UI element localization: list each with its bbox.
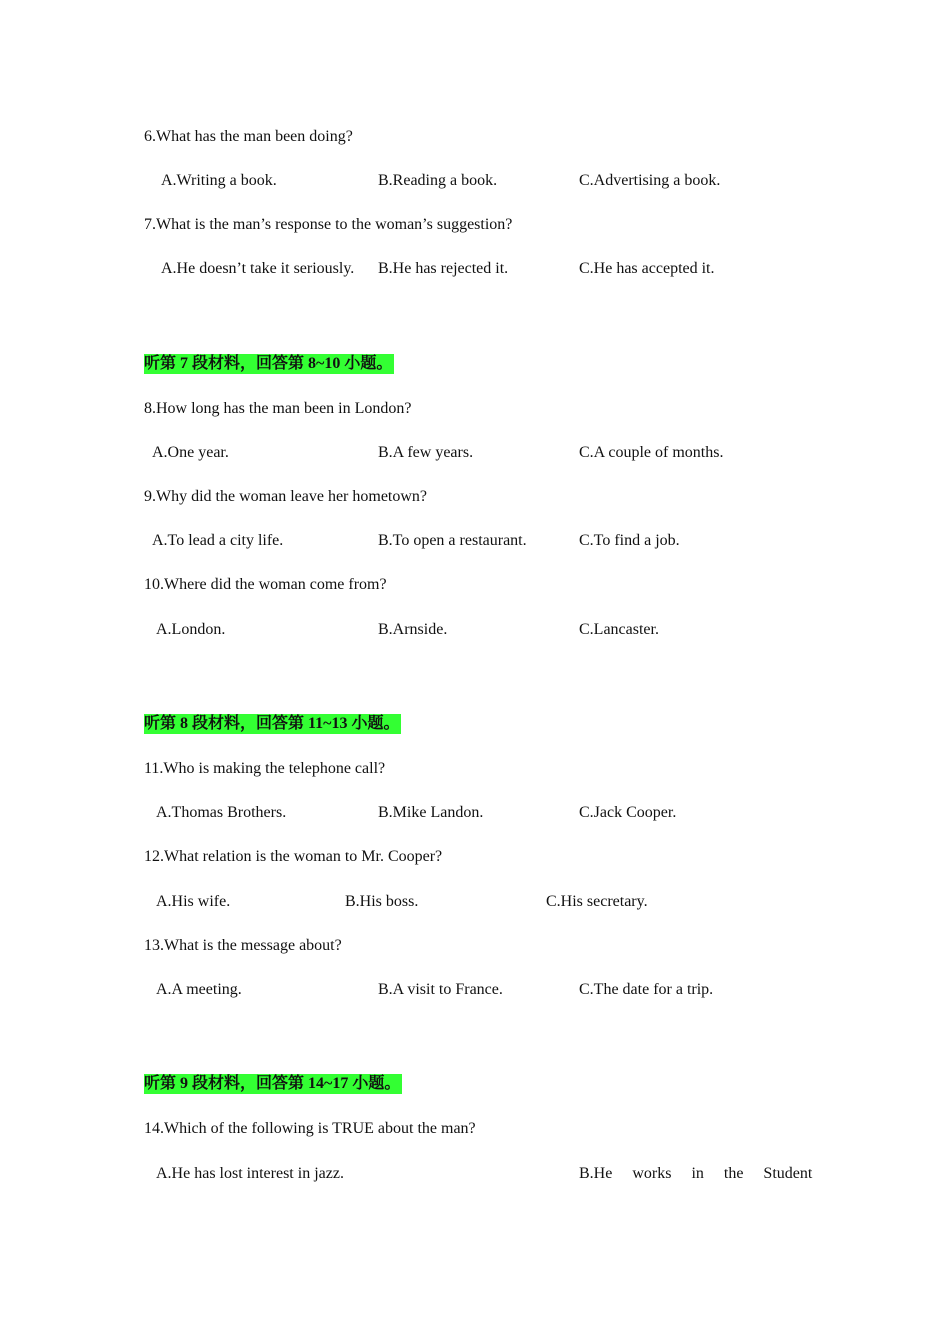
q12-option-c: C.His secretary. bbox=[546, 893, 648, 910]
question-14: 14.Which of the following is TRUE about the man? bbox=[144, 1120, 476, 1137]
question-10: 10.Where did the woman come from? bbox=[144, 576, 387, 593]
q8-option-c: C.A couple of months. bbox=[579, 444, 724, 461]
q7-option-a: A.He doesn’t take it seriously. bbox=[161, 260, 355, 277]
q11-option-a: A.Thomas Brothers. bbox=[156, 804, 287, 821]
section-heading-9: 听第 9 段材料，回答第 14~17 小题。 bbox=[144, 1075, 401, 1092]
q6-option-b: B.Reading a book. bbox=[378, 172, 498, 189]
q13-option-a: A.A meeting. bbox=[156, 981, 242, 998]
q9-option-a: A.To lead a city life. bbox=[152, 532, 284, 549]
q13-option-c: C.The date for a trip. bbox=[579, 981, 714, 998]
q12-option-b: B.His boss. bbox=[345, 893, 419, 910]
q14-option-a: A.He has lost interest in jazz. bbox=[156, 1165, 344, 1182]
q6-option-c: C.Advertising a book. bbox=[579, 172, 721, 189]
question-11: 11.Who is making the telephone call? bbox=[144, 760, 386, 777]
q10-option-b: B.Arnside. bbox=[378, 621, 448, 638]
q11-option-c: C.Jack Cooper. bbox=[579, 804, 677, 821]
section-heading-7: 听第 7 段材料，回答第 8~10 小题。 bbox=[144, 355, 393, 372]
q6-option-a: A.Writing a book. bbox=[161, 172, 277, 189]
question-8: 8.How long has the man been in London? bbox=[144, 400, 412, 417]
q11-option-b: B.Mike Landon. bbox=[378, 804, 484, 821]
question-9: 9.Why did the woman leave her hometown? bbox=[144, 488, 428, 505]
question-6: 6.What has the man been doing? bbox=[144, 128, 353, 145]
question-12: 12.What relation is the woman to Mr. Cooper? bbox=[144, 848, 443, 865]
q8-option-a: A.One year. bbox=[152, 444, 229, 461]
q9-option-b: B.To open a restaurant. bbox=[378, 532, 527, 549]
question-13: 13.What is the message about? bbox=[144, 937, 342, 954]
q10-option-a: A.London. bbox=[156, 621, 226, 638]
q12-option-a: A.His wife. bbox=[156, 893, 231, 910]
q13-option-b: B.A visit to France. bbox=[378, 981, 503, 998]
q14-option-b: B.He works in the Student bbox=[579, 1165, 813, 1182]
q7-option-b: B.He has rejected it. bbox=[378, 260, 509, 277]
question-7: 7.What is the man’s response to the woman’s suggestion? bbox=[144, 216, 513, 233]
q10-option-c: C.Lancaster. bbox=[579, 621, 659, 638]
section-heading-8: 听第 8 段材料，回答第 11~13 小题。 bbox=[144, 715, 400, 732]
q9-option-c: C.To find a job. bbox=[579, 532, 680, 549]
q8-option-b: B.A few years. bbox=[378, 444, 474, 461]
q7-option-c: C.He has accepted it. bbox=[579, 260, 715, 277]
